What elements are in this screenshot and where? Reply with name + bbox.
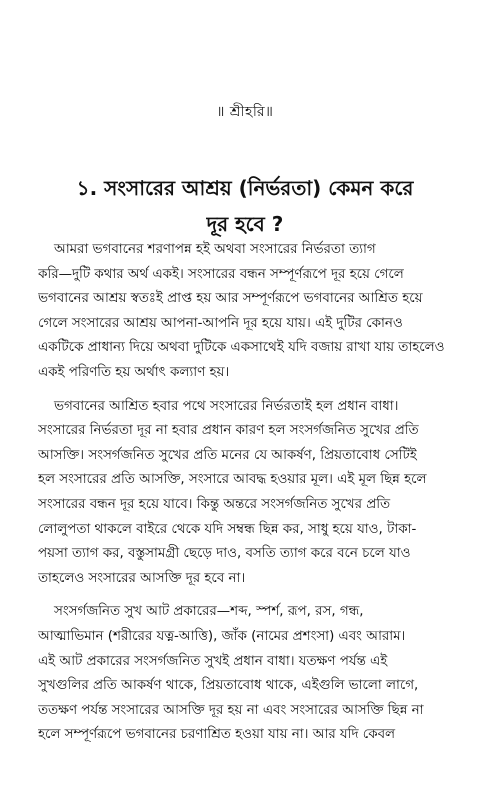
text-line: একই পরিণতি হয় অর্থাৎ কল্যাণ হয়। [38,364,230,380]
text-line: ভগবানের আশ্রয় স্বতঃই প্রাপ্ত হয় আর সম্পূর্ণরূপে ভগবানের আশ্রিত হয়ে [38,291,423,307]
chapter-title-line: ১. সংসারের আশ্রয় (নির্ভরতা) কেমন করে [76,176,414,200]
text-line: হলে সম্পূর্ণরূপে ভগবানের চরণাশ্রিত হওয়া যায় না। আর যদি কেবল [38,727,396,743]
text-line: সংসারের বন্ধন দূর হয়ে যাবে। কিন্তু অন্তরে সংসর্গজনিত সুখের প্রতি [38,496,391,512]
text-line: তাহলেও সংসারের আসক্তি দূর হবে না। [38,570,246,586]
text-line: আসক্তি। সংসর্গজনিত সুখের প্রতি মনের যে আকর্ষণ, প্রিয়তাবোধ সেটিই [38,447,417,463]
paragraph-gap [38,386,454,395]
chapter-title [40,170,450,242]
text-line: আত্মাভিমান (শরীরের যত্ন-আত্তি), জাঁক (নামের প্রশংসা) এবং আরাম। [38,628,406,644]
text-line: এই আট প্রকারের সংসর্গজনিত সুখই প্রধান বাধা। যতক্ষণ পর্যন্ত এই [38,653,388,669]
body-text [38,238,454,748]
text-line: সংসারের নির্ভরতা দূর না হবার প্রধান কারণ হল সংসর্গজনিত সুখের প্রতি [38,423,419,439]
text-line: সুখগুলির প্রতি আকর্ষণ থাকে, প্রিয়তাবোধ থাকে, এইগুলি ভালো লাগে, [38,678,419,694]
text-line: হল সংসারের প্রতি আসক্তি, সংসারে আবদ্ধ হওয়ার মূল। এই মূল ছিন্ন হলে [38,472,427,488]
text-line: সংসর্গজনিত সুখ আট প্রকারের—শব্দ, স্পর্শ, রূপ, রস, গন্ধ, [54,604,364,620]
text-line: করি—দুটি কথার অর্থ একই। সংসারের বন্ধন সম্পূর্ণরূপে দূর হয়ে গেলে [38,266,404,282]
page-header-invocation: ॥ শ্রীহরি॥ [216,104,274,120]
text-line: ভগবানের আশ্রিত হবার পথে সংসারের নির্ভরতাই হল প্রধান বাধা। [54,398,399,414]
text-line: আমরা ভগবানের শরণাপন্ন হই অথবা সংসারের নির্ভরতা ত্যাগ [54,242,376,257]
text-line: লোলুপতা থাকলে বাইরে থেকে যদি সম্বন্ধ ছিন্ন কর, সাধু হয়ে যাও, টাকা- [38,521,417,537]
text-line: একটিকে প্রাধান্য দিয়ে অথবা দুটিকে একসাথেই যদি বজায় রাখা যায় তাহলেও [38,340,445,356]
text-line: পয়সা ত্যাগ কর, বস্তুসামগ্রী ছেড়ে দাও, বসতি ত্যাগ করে বনে চলে যাও [38,546,411,562]
text-line: গেলে সংসারের আশ্রয় আপনা-আপনি দূর হয়ে যায়। এই দুটির কোনও [38,315,403,331]
paragraph-gap [38,591,454,600]
chapter-title-line: দূর হবে ? [206,212,284,236]
text-line: ততক্ষণ পর্যন্ত সংসারের আসক্তি দূর হয় না এবং সংসারের আসক্তি ছিন্ন না [38,702,424,718]
